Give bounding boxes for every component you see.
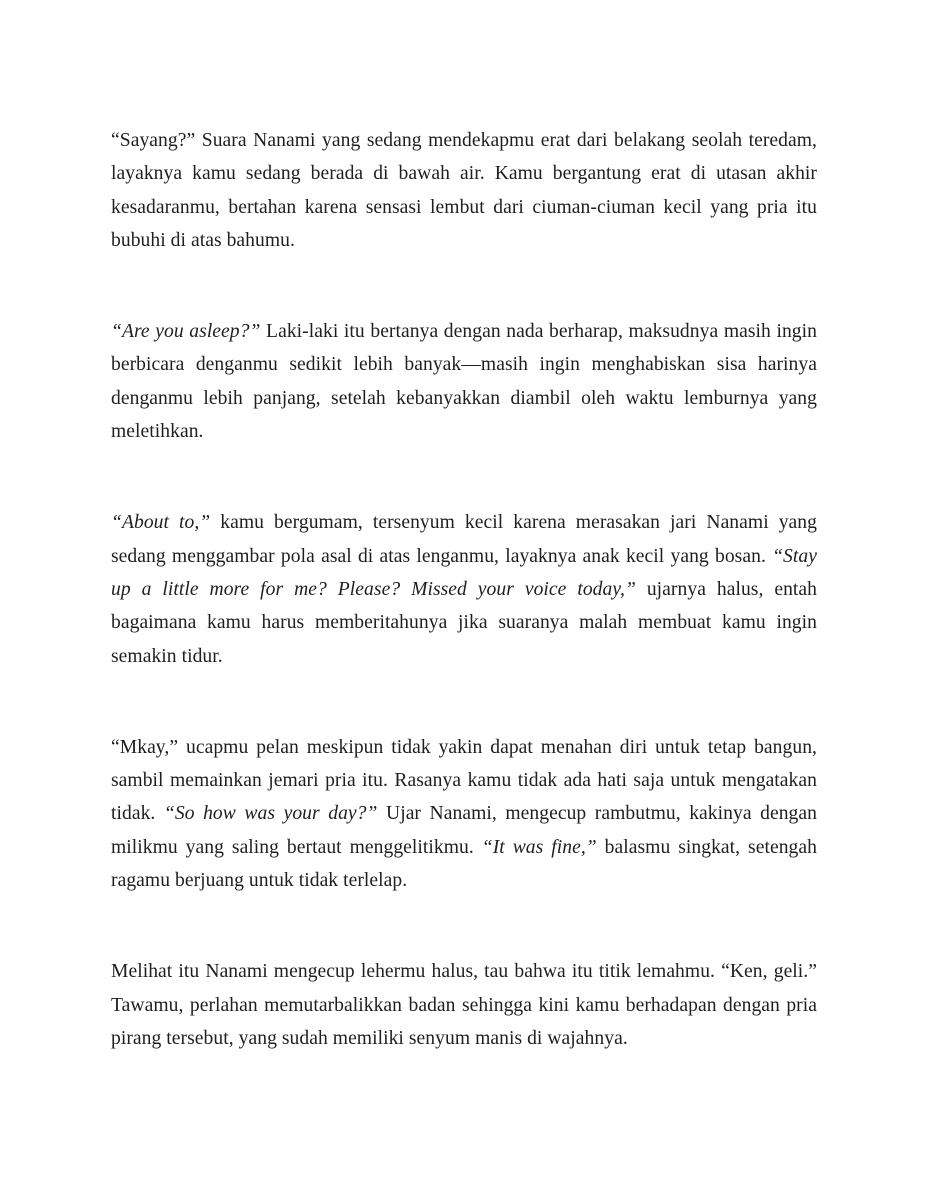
paragraph-4-text-1: “Mkay,” ucapmu pelan meskipun tidak yakin dapat menahan diri untuk tetap bangun, sambil memainkan jemari pria itu. Rasanya kamu tidak ada hati saja untuk mengatakan tidak. bbox=[111, 736, 817, 825]
paragraph-3-quote-2: “Stay up a little more for me? Please? Missed your voice today,” bbox=[111, 545, 817, 600]
paragraph-3-text-1: kamu bergumam, tersenyum kecil karena merasakan jari Nanami yang sedang menggambar pola asal di atas lenganmu, layaknya anak kecil yang bosan. bbox=[111, 512, 817, 567]
paragraph-4-text-2: Ujar Nanami, mengecup rambutmu, kakinya dengan milikmu yang saling bertaut menggelitikmu. bbox=[111, 803, 817, 858]
paragraph-2 bbox=[111, 315, 817, 448]
paragraph-3-quote-1: “About to,” bbox=[111, 512, 211, 534]
story-page bbox=[111, 124, 817, 1055]
paragraph-2-quote: “Are you asleep?” bbox=[111, 321, 261, 343]
paragraph-3 bbox=[111, 506, 817, 672]
paragraph-4-quote-1: “So how was your day?” bbox=[163, 803, 378, 825]
paragraph-4 bbox=[111, 731, 817, 897]
paragraph-3-text-2: ujarnya halus, entah bagaimana kamu harus memberitahunya jika suaranya malah membuat kamu ingin semakin tidur. bbox=[111, 578, 818, 667]
paragraph-5 bbox=[111, 955, 817, 1055]
paragraph-2-text: Laki-laki itu bertanya dengan nada berharap, maksudnya masih ingin berbicara denganmu sedikit lebih banyak—masih ingin menghabiskan sisa harinya denganmu lebih panjang, setelah kebanyakkan diambil oleh waktu lemburnya yang meletihkan. bbox=[111, 321, 817, 443]
paragraph-5-text: Melihat itu Nanami mengecup lehermu halus, tau bahwa itu titik lemahmu. “Ken, geli.” Tawamu, perlahan memutarbalikkan badan sehingga kini kamu berhadapan dengan pria pirang tersebut, yang sudah memiliki senyum manis di wajahnya. bbox=[111, 961, 817, 1049]
paragraph-1-text: “Sayang?” Suara Nanami yang sedang mendekapmu erat dari belakang seolah teredam, layaknya kamu sedang berada di bawah air. Kamu bergantung erat di utasan akhir kesadaranmu, bertahan karena sensasi lembut dari ciuman-ciuman kecil yang pria itu bubuhi di atas bahumu. bbox=[111, 130, 817, 251]
paragraph-4-quote-2: “It was fine,” bbox=[481, 836, 597, 858]
paragraph-1 bbox=[111, 124, 817, 257]
paragraph-4-text-3: balasmu singkat, setengah ragamu berjuang untuk tidak terlelap. bbox=[111, 836, 817, 892]
